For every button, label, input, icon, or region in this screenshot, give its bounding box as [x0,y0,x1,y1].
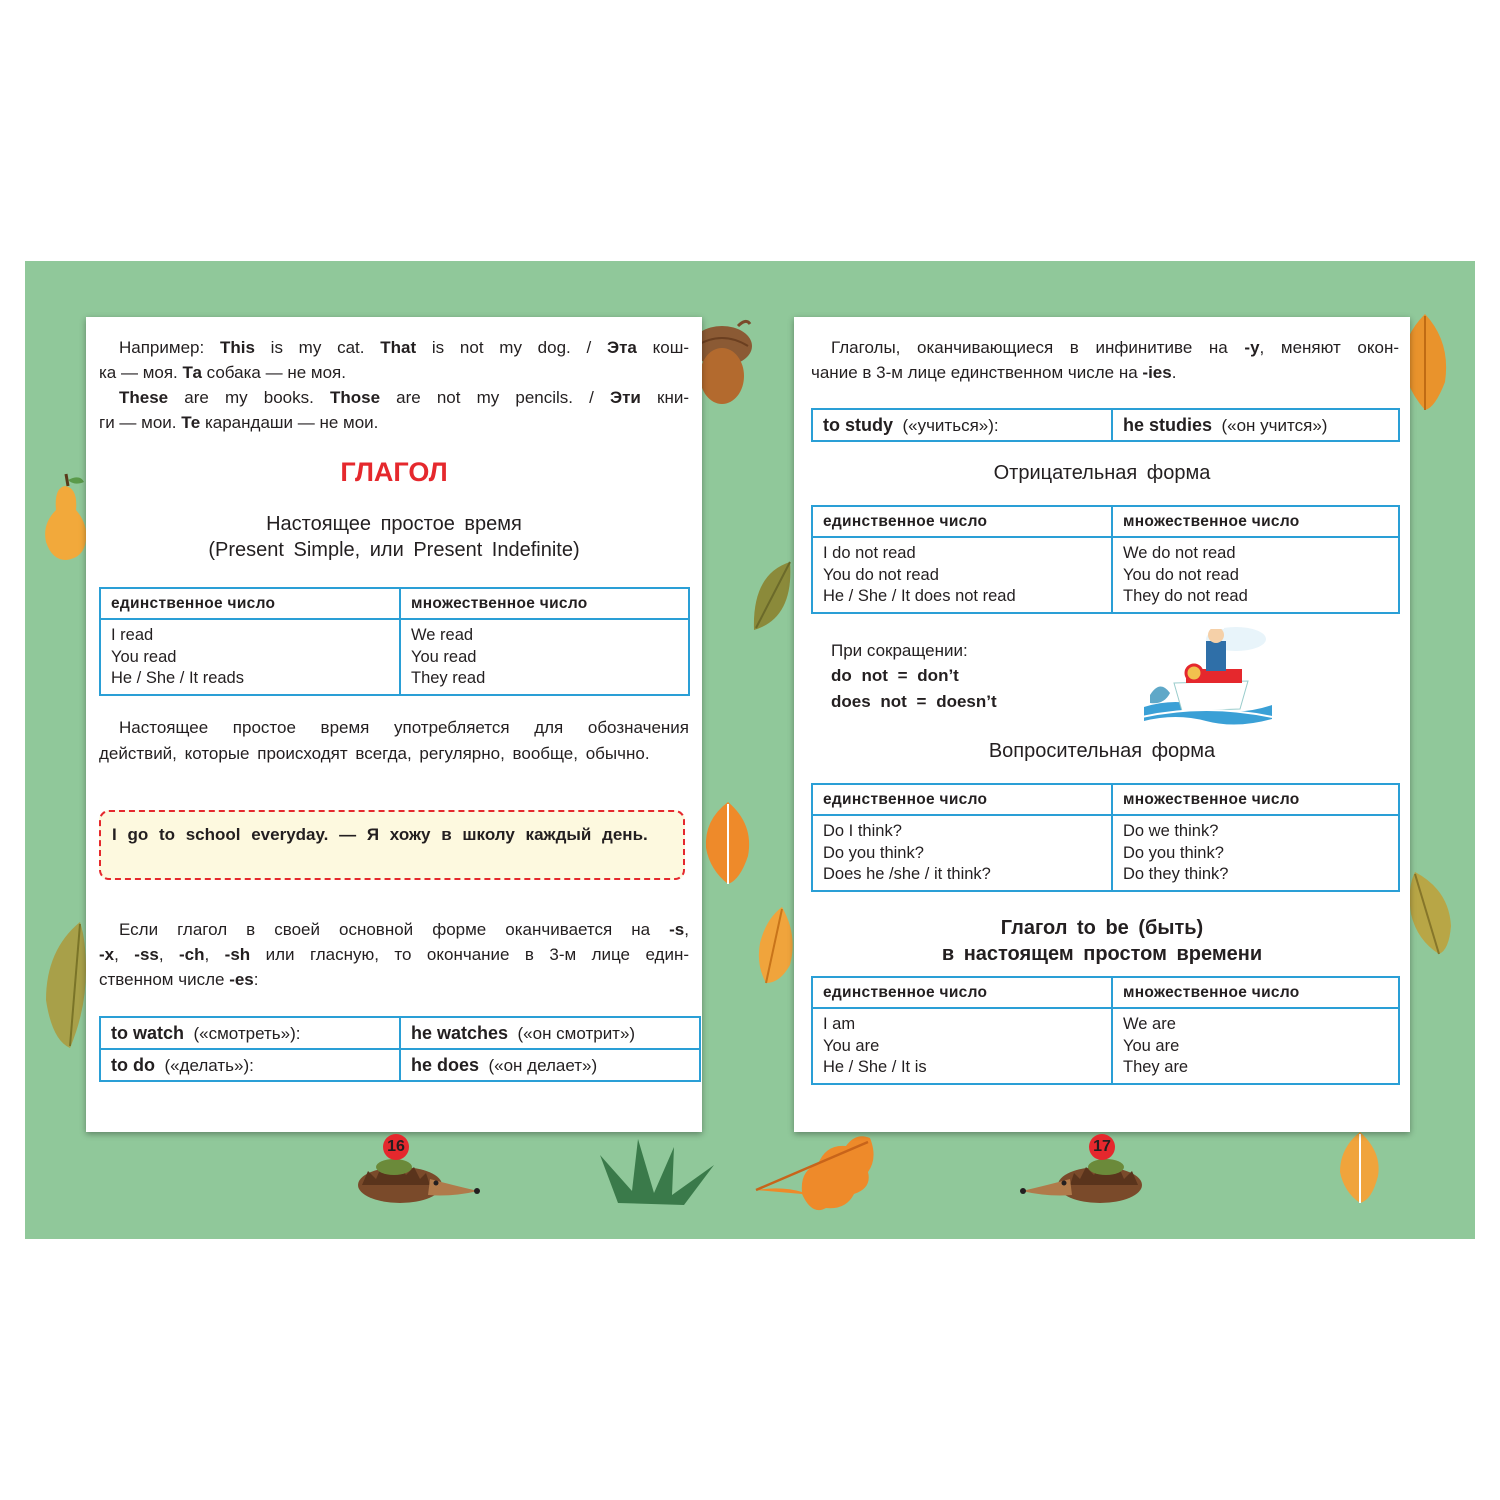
text-fragment: ги — мои. [99,413,182,432]
negative-heading: Отрицательная форма [993,462,1211,484]
bold-fragment: Эти [610,388,641,407]
leaf-icon [1405,870,1455,955]
form-row: I do not read [823,544,916,562]
bold-fragment: This [219,338,255,357]
form-row: They read [411,669,486,687]
grass-icon [598,1135,716,1205]
usage-paragraph: Настоящее простое время употребляется для обозначения действий, которые происходят всегда, регулярно, вообще, обычно. [99,718,689,763]
example-sentence: I go to school everyday. — Я хожу в школу каждый день. [112,825,648,844]
verb-row [100,1017,700,1049]
verb-endings-table [99,1016,701,1082]
question-heading: Вопросительная форма [988,740,1216,762]
example-line-1 [119,335,689,361]
left-page [86,317,702,1132]
form-row: We are [1123,1015,1176,1033]
plural-forms [1112,537,1399,613]
form-row: They are [1123,1058,1189,1076]
contraction-doesnt: does not = doesn’t [831,692,997,711]
verb-infinitive: to watch («смотреть»): [100,1017,400,1049]
form-row: Do you think? [823,843,924,862]
contraction-dont: do not = don’t [831,666,959,685]
study-table [811,408,1400,442]
intro-text [831,338,1399,357]
hedgehog-icon [1020,1145,1144,1203]
rule-text [99,970,259,989]
singular-forms [812,815,1112,891]
example-box [99,810,685,880]
intro-text [811,363,1176,382]
right-page [794,317,1410,1132]
plural-forms [1112,1008,1399,1084]
singular-forms [812,1008,1112,1084]
form-row: Do you think? [1123,843,1224,862]
text-fragment: карандаши — не мои. [200,413,379,432]
example-text [99,363,346,382]
example-line-2 [99,360,689,386]
text-fragment: , [158,945,180,964]
form-row: You read [111,647,177,666]
rule-text [99,945,689,964]
negative-table [811,505,1400,614]
text-fragment: собака — не моя. [201,363,346,382]
form-row: We read [411,626,474,644]
form-row: Does he /she / it think? [823,865,991,883]
header-singular: единственное число [100,588,400,619]
bold-fragment: Та [182,363,202,382]
leaf-icon [700,800,755,885]
oak-leaf-icon [752,1128,882,1218]
bold-fragment: -ch [179,945,205,964]
header-plural: множественное число [1112,784,1399,815]
page-number-left: 16 [383,1134,409,1160]
intro-line-1 [831,335,1399,361]
text-fragment: are my books. [168,388,330,407]
form-row: You read [411,647,477,666]
example-text [99,413,378,432]
form-row: He / She / It is [823,1058,927,1076]
form-row: We do not read [1123,544,1236,562]
form-row: Do I think? [823,822,902,840]
header-singular: единственное число [812,784,1112,815]
leaf-icon [40,920,90,1050]
form-row: He / She / It does not read [823,587,1016,605]
verb-row [100,1049,700,1081]
form-row: You are [823,1036,880,1055]
bold-fragment: Эта [607,338,637,357]
text-fragment: : [253,970,259,989]
verb-third-person: he watches («он смотрит») [400,1017,700,1049]
form-row: Do we think? [1123,822,1219,840]
text-fragment: или гласную, то окончание в 3-м лице един- [250,945,689,964]
bold-fragment: Те [181,413,201,432]
singular-forms [100,619,400,695]
tobe-heading-line-2: в настоящем простом времени [941,943,1263,965]
text-fragment: , [684,920,689,939]
verb-third-person: he does («он делает») [400,1049,700,1081]
contraction-label: При сокращении: [831,641,968,660]
text-fragment: is my cat. [254,338,381,357]
example-line-3 [119,385,689,411]
conjugation-table [99,587,690,696]
hedgehog-icon [356,1145,480,1203]
text-fragment: чание в 3-м лице единственном числе на [811,363,1143,382]
rule-line-1 [119,917,689,943]
bold-fragment: -ss [134,945,159,964]
subtitle-line-2: (Present Simple, или Present Indefinite) [208,539,580,561]
bold-fragment: These [119,388,169,407]
verb-third-person: he studies («он учится») [1112,409,1399,441]
header-plural: множественное число [1112,506,1399,537]
page-number-right: 17 [1089,1134,1115,1160]
verb-row [812,409,1399,441]
bold-fragment: -sh [224,945,251,964]
bold-fragment: -x [99,945,115,964]
example-line-4 [99,410,689,436]
leaf-icon [1334,1130,1384,1205]
example-text [119,388,689,407]
intro-line-2 [811,360,1399,386]
form-row: You are [1123,1036,1180,1055]
section-title: ГЛАГОЛ [340,457,448,487]
bold-fragment: -es [229,970,254,989]
text-fragment: ка — моя. [99,363,183,382]
subtitle-line-1: Настоящее простое время [266,513,522,535]
bold-fragment: Those [329,388,381,407]
rule-line-2 [99,942,689,968]
form-row: Do they think? [1123,865,1229,883]
bold-fragment: That [380,338,417,357]
rule-line-3 [99,967,689,993]
text-fragment: , [114,945,135,964]
header-plural: множественное число [400,588,689,619]
bold-fragment: -ies [1142,363,1172,382]
text-fragment: , меняют окон- [1259,338,1399,357]
text-fragment: ственном числе [99,970,230,989]
form-row: You do not read [823,565,939,584]
text-fragment: Глаголы, оканчивающиеся в инфинитиве на [831,338,1245,357]
example-prefix: Например: [119,338,205,357]
pear-icon [40,472,90,564]
text-fragment: кош- [636,338,690,357]
tobe-heading-line-1: Глагол to be (быть) [1000,917,1204,939]
text-fragment: . [1171,363,1177,382]
form-row: You do not read [1123,565,1239,584]
form-row: I am [823,1015,856,1033]
bold-fragment: -s [669,920,685,939]
header-plural: множественное число [1112,977,1399,1008]
verb-infinitive: to do («делать»): [100,1049,400,1081]
verb-infinitive: to study («учиться»): [812,409,1112,441]
form-row: He / She / It reads [111,669,244,687]
text-fragment: is not my dog. / [416,338,607,357]
header-singular: единственное число [812,506,1112,537]
text-fragment: Если глагол в своей основной форме оканчивается на [119,920,670,939]
leaf-icon [750,560,798,632]
form-row: They do not read [1123,587,1248,605]
plural-forms [1112,815,1399,891]
leaf-icon [752,905,798,985]
plural-forms [400,619,689,695]
rule-text [119,920,689,939]
text-fragment: , [204,945,225,964]
question-table [811,783,1400,892]
sailor-boat-illustration [1136,619,1276,731]
singular-forms [812,537,1112,613]
bold-fragment: -y [1244,338,1260,357]
text-fragment: are not my pencils. / [380,388,611,407]
text-fragment: кни- [640,388,689,407]
tobe-table [811,976,1400,1085]
form-row: I read [111,626,154,644]
example-text [220,338,689,357]
header-singular: единственное число [812,977,1112,1008]
